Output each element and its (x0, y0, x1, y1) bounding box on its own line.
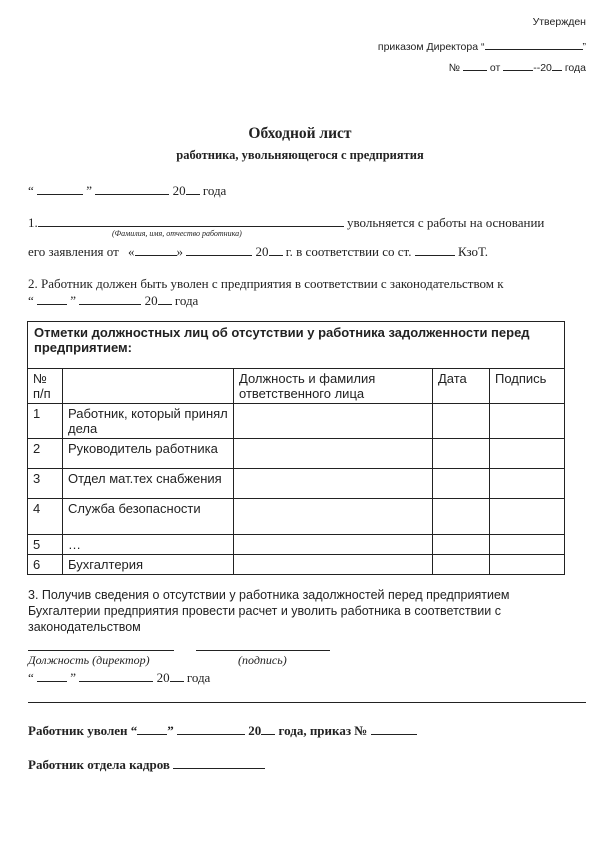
row-position-cell[interactable] (234, 555, 433, 575)
row-number: 5 (28, 535, 63, 555)
row-date-cell[interactable] (433, 499, 490, 535)
column-number: № п/п (28, 369, 63, 404)
dismissal-year-blank[interactable] (261, 722, 275, 735)
item3-date-line (28, 669, 210, 686)
director-position-caption: Должность (директор) (28, 653, 150, 667)
row-position-cell[interactable] (234, 404, 433, 439)
date-quote-open: “ (28, 183, 34, 198)
item2-day-blank[interactable] (37, 292, 67, 305)
row-signature-cell[interactable] (490, 535, 565, 555)
section-divider (28, 702, 586, 703)
row-signature-cell[interactable] (490, 439, 565, 469)
item1-text: увольняется с работы на основании (347, 215, 545, 230)
employee-name-caption: (Фамилия, имя, отчество работника) (112, 229, 242, 238)
row-date-cell[interactable] (433, 439, 490, 469)
approval-ot-label: от (489, 62, 501, 74)
row-position-cell[interactable] (234, 499, 433, 535)
dismissal-quote-close: ” (167, 723, 174, 738)
statement-month-blank[interactable] (186, 243, 252, 256)
column-date: Дата (433, 369, 490, 404)
clearance-table (27, 321, 565, 575)
item3-line1: 3. Получив сведения о отсутствии у работника задолжностей перед предприятием (28, 588, 510, 602)
item2-line2 (28, 292, 198, 309)
table-row (28, 535, 565, 555)
row-number: 1 (28, 404, 63, 439)
row-department: Работник, который принял дела (63, 404, 234, 439)
row-signature-cell[interactable] (490, 469, 565, 499)
dismissal-order-label: года, приказ № (278, 723, 368, 738)
hr-staff-label: Работник отдела кадров (28, 757, 170, 772)
statement-day-blank[interactable] (135, 243, 177, 256)
item3-month-blank[interactable] (79, 669, 153, 682)
row-signature-cell[interactable] (490, 555, 565, 575)
dismissal-month-blank[interactable] (177, 722, 245, 735)
row-department: Руководитель работника (63, 439, 234, 469)
item2-month-blank[interactable] (79, 292, 141, 305)
statement-quote-close: » (176, 244, 184, 259)
row-department: Служба безопасности (63, 499, 234, 535)
item3-line3: законодательством (28, 620, 141, 634)
row-position-cell[interactable] (234, 535, 433, 555)
item3-line2: Бухгалтерии предприятия провести расчет и уволить работника в соответствии с (28, 604, 501, 618)
document-date-line (28, 182, 226, 199)
item3-year-blank[interactable] (170, 669, 184, 682)
item3-quote-close: ” (70, 670, 77, 685)
table-column-row (28, 369, 565, 404)
approval-number-line (449, 58, 586, 74)
approval-year-suffix: года (564, 62, 586, 74)
item2-quote-close: ” (70, 293, 77, 308)
item2-year-blank[interactable] (158, 292, 172, 305)
director-order-blank[interactable] (485, 37, 583, 50)
item1-code-label: КзоТ. (458, 244, 488, 259)
item1-line2 (28, 243, 488, 260)
column-position: Должность и фамилия ответственного лица (234, 369, 433, 404)
row-number: 6 (28, 555, 63, 575)
date-day-blank[interactable] (37, 182, 83, 195)
date-year-suffix: года (202, 183, 227, 198)
document-subtitle: работника, увольняющегося с предприятия (176, 148, 424, 162)
director-signature-blank[interactable] (196, 650, 330, 651)
item2-year-suffix: года (174, 293, 199, 308)
item1-number: 1. (28, 215, 38, 230)
employee-name-blank[interactable] (38, 214, 344, 227)
approval-order-suffix: ” (582, 41, 586, 53)
row-number: 4 (28, 499, 63, 535)
item3-day-blank[interactable] (37, 669, 67, 682)
row-position-cell[interactable] (234, 469, 433, 499)
date-month-blank[interactable] (95, 182, 169, 195)
item2-line1: 2. Работник должен быть уволен с предприятия в соответствии с законодательством к (28, 276, 504, 291)
table-row (28, 469, 565, 499)
date-quote-close: ” (86, 183, 93, 198)
row-department: Отдел мат.тех снабжения (63, 469, 234, 499)
article-number-blank[interactable] (415, 243, 455, 256)
approval-year-prefix: --20 (533, 62, 552, 74)
statement-year-prefix: 20 (255, 244, 269, 259)
dismissal-day-blank[interactable] (137, 722, 167, 735)
row-date-cell[interactable] (433, 404, 490, 439)
row-date-cell[interactable] (433, 555, 490, 575)
item1-statement-label: его заявления от (28, 244, 119, 259)
approval-order-prefix: приказом Директора “ (377, 41, 485, 53)
row-number: 3 (28, 469, 63, 499)
order-date-blank[interactable] (503, 58, 533, 71)
order-year-blank[interactable] (552, 58, 562, 71)
document-title: Обходной лист (248, 125, 352, 142)
hr-staff-line (28, 756, 265, 773)
row-date-cell[interactable] (433, 469, 490, 499)
dismissal-year-prefix: 20 (248, 723, 262, 738)
row-department: … (63, 535, 234, 555)
row-position-cell[interactable] (234, 439, 433, 469)
date-year-blank[interactable] (186, 182, 200, 195)
item1-line1 (28, 214, 544, 231)
table-row (28, 499, 565, 535)
table-row (28, 404, 565, 439)
director-signature-caption: (подпись) (238, 653, 287, 667)
item2-quote-open: “ (28, 293, 34, 308)
approval-title: Утвержден (532, 16, 586, 28)
table-row (28, 439, 565, 469)
item3-year-suffix: года (186, 670, 211, 685)
table-header-row (28, 322, 565, 369)
dismissal-label: Работник уволен “ (28, 723, 138, 738)
row-signature-cell[interactable] (490, 499, 565, 535)
statement-quote-open: « (128, 244, 135, 259)
row-date-cell[interactable] (433, 535, 490, 555)
table-header: Отметки должностных лиц об отсутствии у работника задолженности перед предприятием: (28, 322, 565, 369)
item3-quote-open: “ (28, 670, 34, 685)
approval-no-label: № (448, 62, 461, 74)
item1-article-label: г. в соответствии со ст. (285, 244, 412, 259)
statement-year-blank[interactable] (269, 243, 283, 256)
approval-order-line (378, 37, 586, 53)
table-row (28, 555, 565, 575)
column-department (63, 369, 234, 404)
column-signature: Подпись (490, 369, 565, 404)
row-signature-cell[interactable] (490, 404, 565, 439)
row-number: 2 (28, 439, 63, 469)
dismissal-line (28, 722, 417, 739)
order-number-blank[interactable] (463, 58, 487, 71)
director-position-blank[interactable] (28, 650, 174, 651)
row-department: Бухгалтерия (63, 555, 234, 575)
hr-staff-signature-blank[interactable] (173, 756, 265, 769)
item3-year-prefix: 20 (156, 670, 170, 685)
dismissal-order-blank[interactable] (371, 722, 417, 735)
date-year-prefix: 20 (172, 183, 186, 198)
item2-year-prefix: 20 (144, 293, 158, 308)
